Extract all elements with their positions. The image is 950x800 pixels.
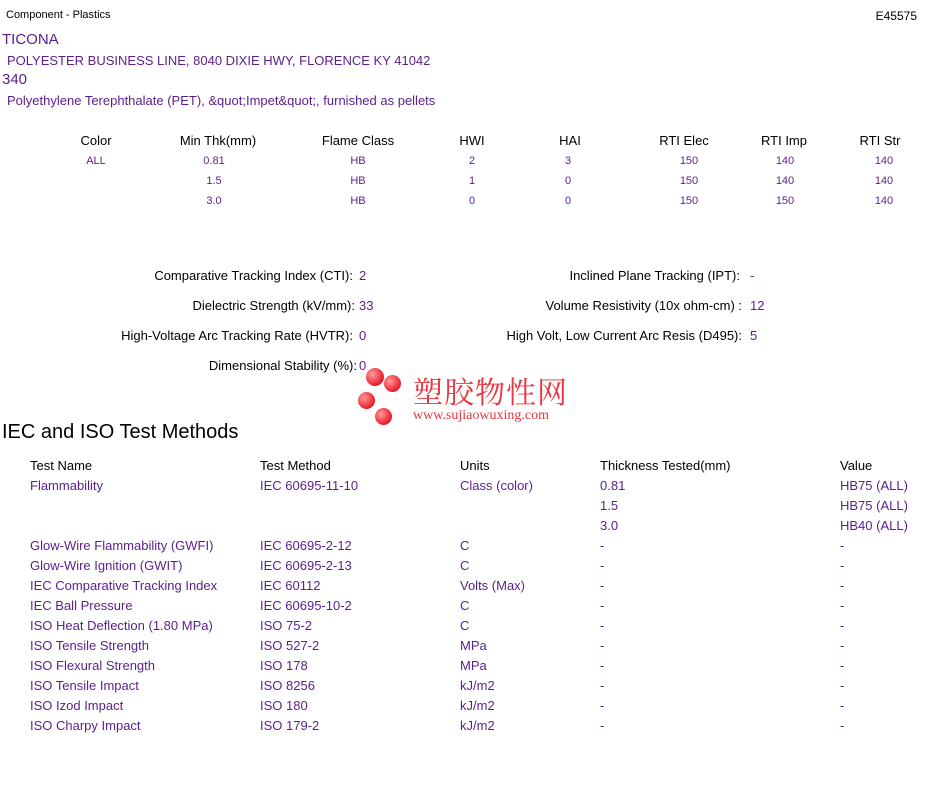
ratings-cell: 150: [679, 195, 699, 207]
iec-header-test-name: Test Name: [30, 458, 93, 473]
ratings-cell: 140: [775, 155, 795, 167]
iec-thickness: -: [600, 558, 605, 573]
document-type: Component - Plastics: [6, 9, 111, 21]
iec-thickness: -: [600, 698, 605, 713]
iec-test-method: ISO 8256: [260, 678, 315, 693]
iec-test-name: ISO Heat Deflection (1.80 MPa): [30, 618, 213, 633]
ratings-cell: 2: [468, 155, 476, 167]
dimensional-stability-value: 0: [359, 358, 367, 373]
ratings-cell: HB: [350, 155, 366, 167]
ratings-cell: 140: [874, 175, 894, 187]
iec-test-method: ISO 178: [260, 658, 308, 673]
iec-units: MPa: [460, 638, 487, 653]
iec-value: -: [840, 618, 845, 633]
iec-test-name: ISO Charpy Impact: [30, 718, 141, 733]
hvtr-value: 0: [359, 328, 367, 343]
iec-units: kJ/m2: [460, 698, 495, 713]
cti-value: 2: [359, 268, 367, 283]
ratings-cell: 140: [775, 175, 795, 187]
dielectric-strength-label: Dielectric Strength (kV/mm):: [192, 298, 355, 313]
iec-thickness: -: [600, 718, 605, 733]
iec-test-method: ISO 75-2: [260, 618, 313, 633]
iec-thickness: -: [600, 618, 605, 633]
volume-resistivity-label: Volume Resistivity (10x ohm-cm) :: [545, 298, 742, 313]
dimensional-stability-label: Dimensional Stability (%):: [208, 358, 357, 373]
ratings-cell: 1: [468, 175, 476, 187]
iec-test-name: IEC Comparative Tracking Index: [30, 578, 218, 593]
cti-label: Comparative Tracking Index (CTI):: [154, 268, 353, 283]
iec-value: -: [840, 558, 845, 573]
iec-value: -: [840, 578, 845, 593]
ratings-header-hai: HAI: [559, 133, 581, 148]
iec-units: C: [460, 558, 470, 573]
ratings-cell: 0.81: [203, 155, 225, 167]
iec-units: MPa: [460, 658, 487, 673]
iec-units: kJ/m2: [460, 718, 495, 733]
iec-value: -: [840, 658, 845, 673]
site-watermark: [358, 366, 598, 428]
iec-thickness: -: [600, 538, 605, 553]
iec-test-name: ISO Tensile Strength: [30, 638, 149, 653]
watermark-dot-icon: [375, 408, 392, 425]
ratings-header-min-thk: Min Thk(mm): [179, 133, 257, 148]
iec-test-method: IEC 60695-2-13: [260, 558, 352, 573]
d495-label: High Volt, Low Current Arc Resis (D495):: [506, 328, 742, 343]
ratings-cell: HB: [350, 195, 366, 207]
iec-units: Volts (Max): [460, 578, 526, 593]
ratings-cell: 0: [564, 195, 572, 207]
iec-test-method: IEC 60695-10-2: [260, 598, 352, 613]
company-address: POLYESTER BUSINESS LINE, 8040 DIXIE HWY, FLORENCE KY 41042: [7, 53, 431, 68]
dielectric-strength-value: 33: [359, 298, 374, 313]
watermark-dot-icon: [384, 375, 401, 392]
iec-test-name: ISO Tensile Impact: [30, 678, 139, 693]
iec-value: HB75 (ALL): [840, 478, 908, 493]
iec-value: HB40 (ALL): [840, 518, 908, 533]
iec-value: HB75 (ALL): [840, 498, 908, 513]
iec-units: Class (color): [460, 478, 533, 493]
ratings-header-hwi: HWI: [459, 133, 485, 148]
iec-header-thickness: Thickness Tested(mm): [600, 458, 731, 473]
iec-value: -: [840, 718, 845, 733]
ratings-cell: 150: [775, 195, 795, 207]
iec-test-method: ISO 180: [260, 698, 308, 713]
iec-thickness: 1.5: [600, 498, 619, 513]
iec-units: C: [460, 538, 470, 553]
watermark-url: www.sujiaowuxing.com: [413, 408, 549, 423]
ratings-header-rti-elec: RTI Elec: [659, 133, 709, 148]
watermark-dot-icon: [366, 368, 384, 386]
company-name: TICONA: [2, 31, 59, 48]
ratings-cell: 0: [564, 175, 572, 187]
product-grade: 340: [2, 71, 28, 88]
iec-thickness: -: [600, 678, 605, 693]
iec-test-name: Flammability: [30, 478, 103, 493]
iec-value: -: [840, 678, 845, 693]
ratings-header-color: Color: [80, 133, 112, 148]
iec-value: -: [840, 698, 845, 713]
iec-test-method: IEC 60695-2-12: [260, 538, 352, 553]
iec-header-value: Value: [840, 458, 873, 473]
ratings-cell: 140: [874, 195, 894, 207]
iec-test-method: ISO 179-2: [260, 718, 320, 733]
d495-value: 5: [750, 328, 758, 343]
ratings-cell: 140: [874, 155, 894, 167]
iec-thickness: -: [600, 578, 605, 593]
iec-test-name: Glow-Wire Flammability (GWFI): [30, 538, 214, 553]
hvtr-label: High-Voltage Arc Tracking Rate (HVTR):: [121, 328, 353, 343]
iec-thickness: 3.0: [600, 518, 619, 533]
watermark-dot-icon: [358, 392, 375, 409]
iec-section-title: IEC and ISO Test Methods: [2, 421, 239, 443]
iec-units: C: [460, 598, 470, 613]
iec-test-method: IEC 60695-11-10: [260, 478, 359, 493]
iec-value: -: [840, 538, 845, 553]
ratings-cell: HB: [350, 175, 366, 187]
iec-test-name: Glow-Wire Ignition (GWIT): [30, 558, 183, 573]
ratings-header-rti-str: RTI Str: [859, 133, 901, 148]
ratings-cell: 3.0: [206, 195, 222, 207]
ratings-cell: 3: [564, 155, 572, 167]
watermark-chinese-text: 塑胶物性网: [413, 376, 568, 411]
iec-thickness: 0.81: [600, 478, 626, 493]
iec-test-name: ISO Izod Impact: [30, 698, 124, 713]
ratings-cell: 1.5: [206, 175, 222, 187]
iec-header-units: Units: [460, 458, 490, 473]
iec-thickness: -: [600, 658, 605, 673]
ipt-label: Inclined Plane Tracking (IPT):: [569, 268, 740, 283]
ipt-value: -: [750, 268, 755, 283]
material-description: Polyethylene Terephthalate (PET), &quot;Impet&quot;, furnished as pellets: [7, 93, 436, 108]
file-number: E45575: [875, 9, 917, 23]
ratings-header-rti-imp: RTI Imp: [761, 133, 807, 148]
iec-test-name: IEC Ball Pressure: [30, 598, 133, 613]
ratings-cell: 150: [679, 175, 699, 187]
ratings-cell: 150: [679, 155, 699, 167]
iec-header-test-method: Test Method: [260, 458, 331, 473]
iec-thickness: -: [600, 598, 605, 613]
iec-value: -: [840, 638, 845, 653]
iec-test-method: ISO 527-2: [260, 638, 320, 653]
iec-test-method: IEC 60112: [260, 578, 321, 593]
iec-test-name: ISO Flexural Strength: [30, 658, 155, 673]
iec-thickness: -: [600, 638, 605, 653]
iec-units: C: [460, 618, 470, 633]
ratings-cell: ALL: [86, 155, 106, 167]
ratings-header-flame-class: Flame Class: [321, 133, 395, 148]
iec-units: kJ/m2: [460, 678, 495, 693]
volume-resistivity-value: 12: [750, 298, 765, 313]
ratings-cell: 0: [468, 195, 476, 207]
iec-value: -: [840, 598, 845, 613]
